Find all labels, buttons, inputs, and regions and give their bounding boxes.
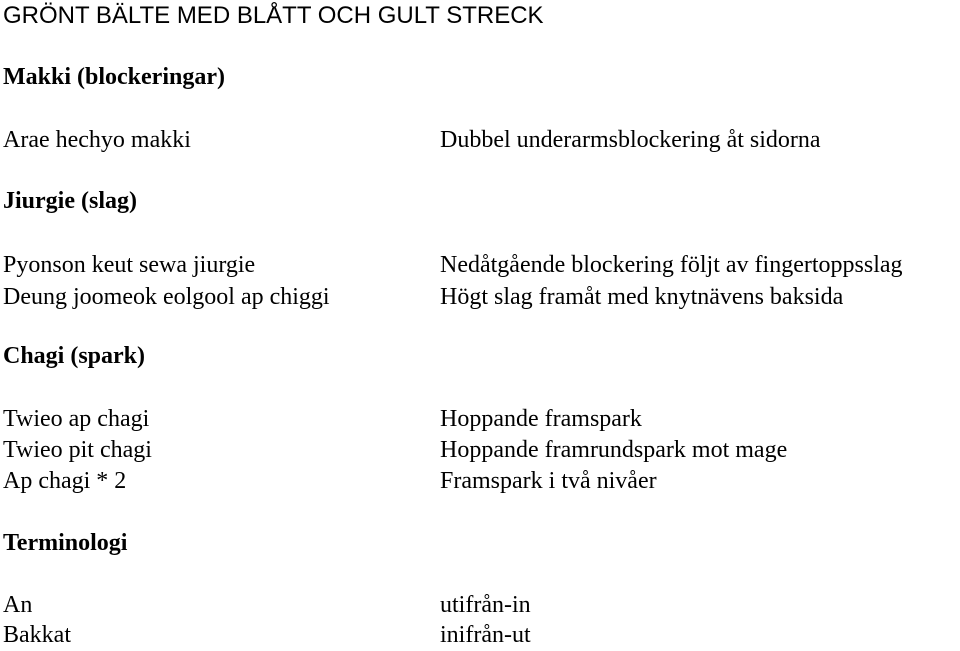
translation-deung-joomeok-eolgool-ap-chiggi: Högt slag framåt med knytnävens baksida: [440, 284, 844, 310]
term-ap-chagi-2: Ap chagi * 2: [3, 468, 127, 494]
translation-bakkat: inifrån-ut: [440, 622, 531, 648]
translation-pyonson-keut-sewa-jiurgie: Nedåtgående blockering följt av fingertoppsslag: [440, 252, 903, 278]
translation-arae-hechyo-makki: Dubbel underarmsblockering åt sidorna: [440, 127, 821, 153]
section-heading-jiurgie: Jiurgie (slag): [3, 188, 137, 214]
term-twieo-pit-chagi: Twieo pit chagi: [3, 437, 152, 463]
translation-ap-chagi-2: Framspark i två nivåer: [440, 468, 657, 494]
section-heading-makki: Makki (blockeringar): [3, 64, 225, 90]
translation-twieo-pit-chagi: Hoppande framrundspark mot mage: [440, 437, 788, 463]
section-heading-terminologi: Terminologi: [3, 530, 128, 556]
section-heading-chagi: Chagi (spark): [3, 343, 146, 369]
term-bakkat: Bakkat: [3, 622, 71, 648]
term-an: An: [3, 592, 33, 618]
term-twieo-ap-chagi: Twieo ap chagi: [3, 406, 150, 432]
term-deung-joomeok-eolgool-ap-chiggi: Deung joomeok eolgool ap chiggi: [3, 284, 330, 310]
translation-twieo-ap-chagi: Hoppande framspark: [440, 406, 642, 432]
page-title: GRÖNT BÄLTE MED BLÅTT OCH GULT STRECK: [3, 2, 544, 29]
translation-an: utifrån-in: [440, 592, 531, 618]
term-arae-hechyo-makki: Arae hechyo makki: [3, 127, 191, 153]
term-pyonson-keut-sewa-jiurgie: Pyonson keut sewa jiurgie: [3, 252, 256, 278]
